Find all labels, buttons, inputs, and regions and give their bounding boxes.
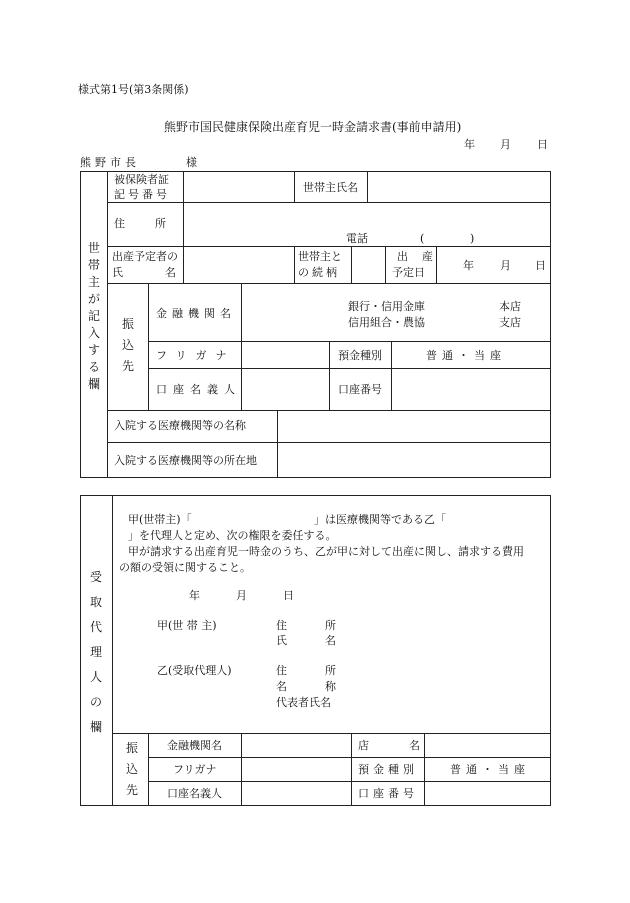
delegation-line3: 甲が請求する出産育児一時金のうち、乙が甲に対して出産に関し、請求する費用	[128, 545, 524, 558]
s2-account-holder-label: 口座名義人	[167, 787, 222, 800]
account-number-label: 口座番号	[338, 383, 382, 396]
delegation-line1b: 」は医療機関等である乙「	[314, 513, 446, 526]
insured-cert-label-2: 記号番号	[114, 188, 170, 201]
relation-label: 世帯主と	[298, 250, 342, 263]
section1-transfer-label: 振 込 先	[121, 317, 134, 373]
party-b-label: 乙(受取代理人)	[157, 664, 232, 677]
date-year-label: 年	[464, 138, 475, 151]
due-year: 年	[463, 259, 474, 272]
insured-cert-label: 被保険者証	[114, 173, 169, 186]
furigana-label: フリガナ	[156, 349, 236, 362]
addressee: 熊野市長	[80, 156, 140, 169]
bank-types-2: 信用組合・農協	[348, 316, 425, 329]
section2-side-label: 受 取 代 理 人 の 欄	[89, 570, 102, 734]
s2-branch-label: 店名	[358, 739, 460, 752]
page-title: 熊野市国民健康保険出産育児一時金請求書(事前申請用)	[164, 120, 462, 134]
section2-month: 月	[236, 589, 247, 602]
phone-label: 電話	[346, 232, 368, 245]
branch-main: 本店	[499, 300, 521, 313]
delegation-line1a: 甲(世帯主)「	[128, 513, 192, 526]
party-a-name-label: 氏名	[276, 634, 374, 647]
section1-side-label: 世 帯 主 が 記 入 す る 欄	[87, 241, 100, 391]
s2-bank-name-label: 金融機関名	[167, 739, 222, 752]
party-b-rep-label: 代表者氏名	[276, 696, 331, 709]
date-day-label: 日	[537, 138, 548, 151]
party-a-address-label: 住所	[276, 619, 374, 632]
bank-name-label: 金融機関名	[156, 307, 236, 320]
form-number: 様式第1号(第3条関係)	[78, 83, 189, 96]
s2-deposit-type-label: 預金種別	[358, 763, 418, 776]
section2-year: 年	[189, 589, 200, 602]
s2-furigana-label: フリガナ	[173, 763, 217, 776]
section2-day: 日	[283, 589, 294, 602]
phone-open: (	[420, 232, 425, 245]
due-date-label: 出産	[397, 250, 447, 263]
deposit-type-label: 預金種別	[338, 349, 382, 362]
section2-transfer-label: 振 込 先	[125, 741, 138, 797]
mother-label: 出産予定者の	[112, 250, 178, 263]
delegation-line4: の額の受領に関すること。	[119, 561, 251, 574]
branch-sub: 支店	[499, 316, 521, 329]
date-month-label: 月	[500, 138, 511, 151]
account-holder-label: 口座名義人	[156, 383, 241, 396]
party-b-corp-name-label: 名称	[276, 680, 374, 693]
s2-deposit-options: 普通・当座	[450, 763, 530, 776]
bank-types-1: 銀行・信用金庫	[348, 300, 425, 313]
party-a-label: 甲(世 帯 主)	[157, 619, 217, 632]
due-day: 日	[535, 259, 546, 272]
honorific: 様	[186, 156, 197, 169]
delegation-line2: 」を代理人と定め、次の権限を委任する。	[128, 529, 337, 542]
address-label: 住所	[114, 217, 196, 230]
hospital-address-label: 入院する医療機関等の所在地	[114, 454, 257, 467]
mother-label-2: 氏名	[112, 266, 218, 279]
relation-label-2: の続柄	[298, 266, 340, 279]
hospital-name-label: 入院する医療機関等の名称	[114, 419, 246, 432]
s2-account-number-label: 口座番号	[358, 787, 418, 800]
party-b-address-label: 住所	[276, 664, 374, 677]
phone-close: )	[470, 232, 475, 245]
due-month: 月	[500, 259, 511, 272]
due-date-label-2: 予定日	[392, 266, 425, 279]
householder-name-label: 世帯主氏名	[303, 181, 358, 194]
deposit-options: 普通・当座	[426, 349, 506, 362]
